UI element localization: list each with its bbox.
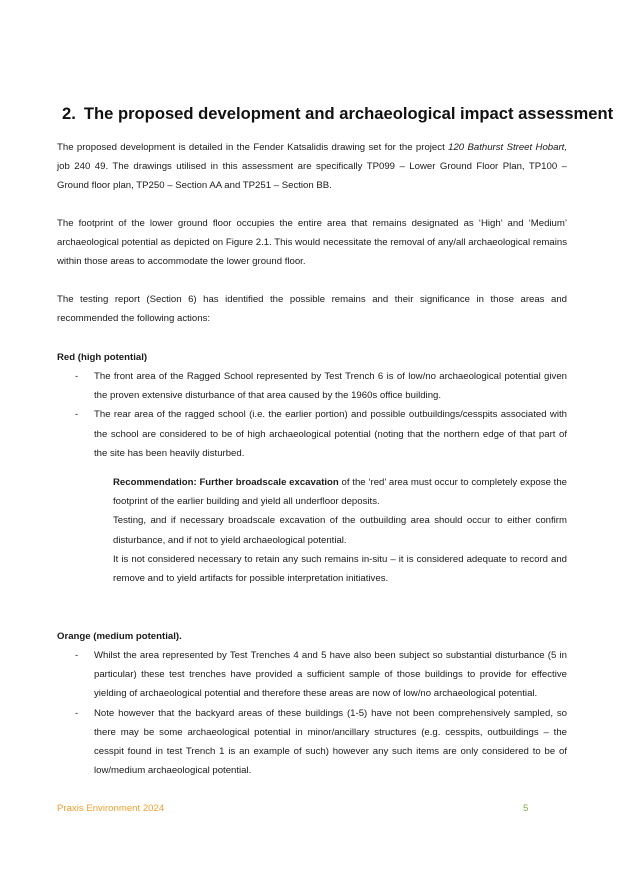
red-heading: Red (high potential) xyxy=(57,352,148,363)
recommendation-text: of the ‘red’ area must occur to completely expose the footprint of the earlier building and yield all underfloor deposits. xyxy=(113,477,567,508)
orange-heading: Orange (medium potential). xyxy=(57,631,182,642)
dash-bullet-icon: - xyxy=(75,707,79,719)
red-bullet-text: The rear area of the ragged school (i.e. the earlier portion) and possible outbuildings/cesspits associated with the school are considered to be of high archaeological potential (noting that the northern edge of that part of the site has been heavily disturbed. xyxy=(94,409,567,459)
page-number: 5 xyxy=(523,803,529,814)
section-title: The proposed development and archaeological impact assessment xyxy=(83,104,614,123)
intro-paragraph-1 xyxy=(57,138,567,196)
list-item xyxy=(57,405,567,463)
section-number: 2. xyxy=(62,104,76,123)
project-name: 120 Bathurst Street Hobart, xyxy=(448,142,567,153)
recommendation-paragraph-3: It is not considered necessary to retain any such remains in-situ – it is considered adequate to record and remove and to yield artifacts for possible interpretation initiatives. xyxy=(113,553,567,585)
orange-bullet-text: Note however that the backyard areas of these buildings (1-5) have not been comprehensively sampled, so there may be some archaeological potential in minor/ancillary structures (e.g. cesspits, outbuildings – the cesspit found in test Trench 1 is an example of such) however any such items are only considered to be of low/medium archaeological potential. xyxy=(94,707,567,777)
list-item xyxy=(57,646,567,704)
recommendation-block xyxy=(113,473,567,588)
intro-paragraph-3: The testing report (Section 6) has identified the possible remains and their significance in those areas and recommended the following actions: xyxy=(57,294,567,325)
recommendation-paragraph-2: Testing, and if necessary broadscale excavation of the outbuilding area should occur to either confirm disturbance, and if not to yield archaeological potential. xyxy=(113,515,567,546)
dash-bullet-icon: - xyxy=(75,371,79,382)
recommendation-paragraph xyxy=(113,473,567,511)
list-item xyxy=(57,367,567,405)
dash-bullet-icon: - xyxy=(75,409,79,421)
list-item xyxy=(57,704,567,781)
red-bullet-text: The front area of the Ragged School represented by Test Trench 6 is of low/no archaeological potential given the proven extensive disturbance of that area caused by the 1960s office building. xyxy=(94,371,567,402)
red-bullet-list xyxy=(57,367,567,463)
orange-bullet-list xyxy=(57,646,567,780)
orange-bullet-text: Whilst the area represented by Test Trenches 4 and 5 have also been subject so substantial disturbance (5 in particular) these test trenches have provided a sufficient sample of those buildings to provide for effective yielding of archaeological potential and therefore these areas are now of low/no archaeological potential. xyxy=(94,650,567,700)
footer-text: Praxis Environment 2024 xyxy=(57,803,165,814)
intro-p1-text-a: The proposed development is detailed in the Fender Katsalidis drawing set for the project xyxy=(57,142,449,153)
dash-bullet-icon: - xyxy=(75,650,79,661)
recommendation-label: Recommendation: Further broadscale excavation xyxy=(113,477,339,488)
section-heading xyxy=(62,104,613,124)
intro-paragraph-2: The footprint of the lower ground floor occupies the entire area that remains designated as ‘High’ and ‘Medium’ archaeological potential as depicted on Figure 2.1. This would necessitate the removal of any/all archaeological remains within those areas to accommodate the lower ground floor. xyxy=(57,218,567,268)
intro-p1-text-b: job 240 49. The drawings utilised in this assessment are specifically TP099 – Lower Ground Floor Plan, TP100 – Ground floor plan, TP250 – Section AA and TP251 – Section BB. xyxy=(57,161,567,192)
